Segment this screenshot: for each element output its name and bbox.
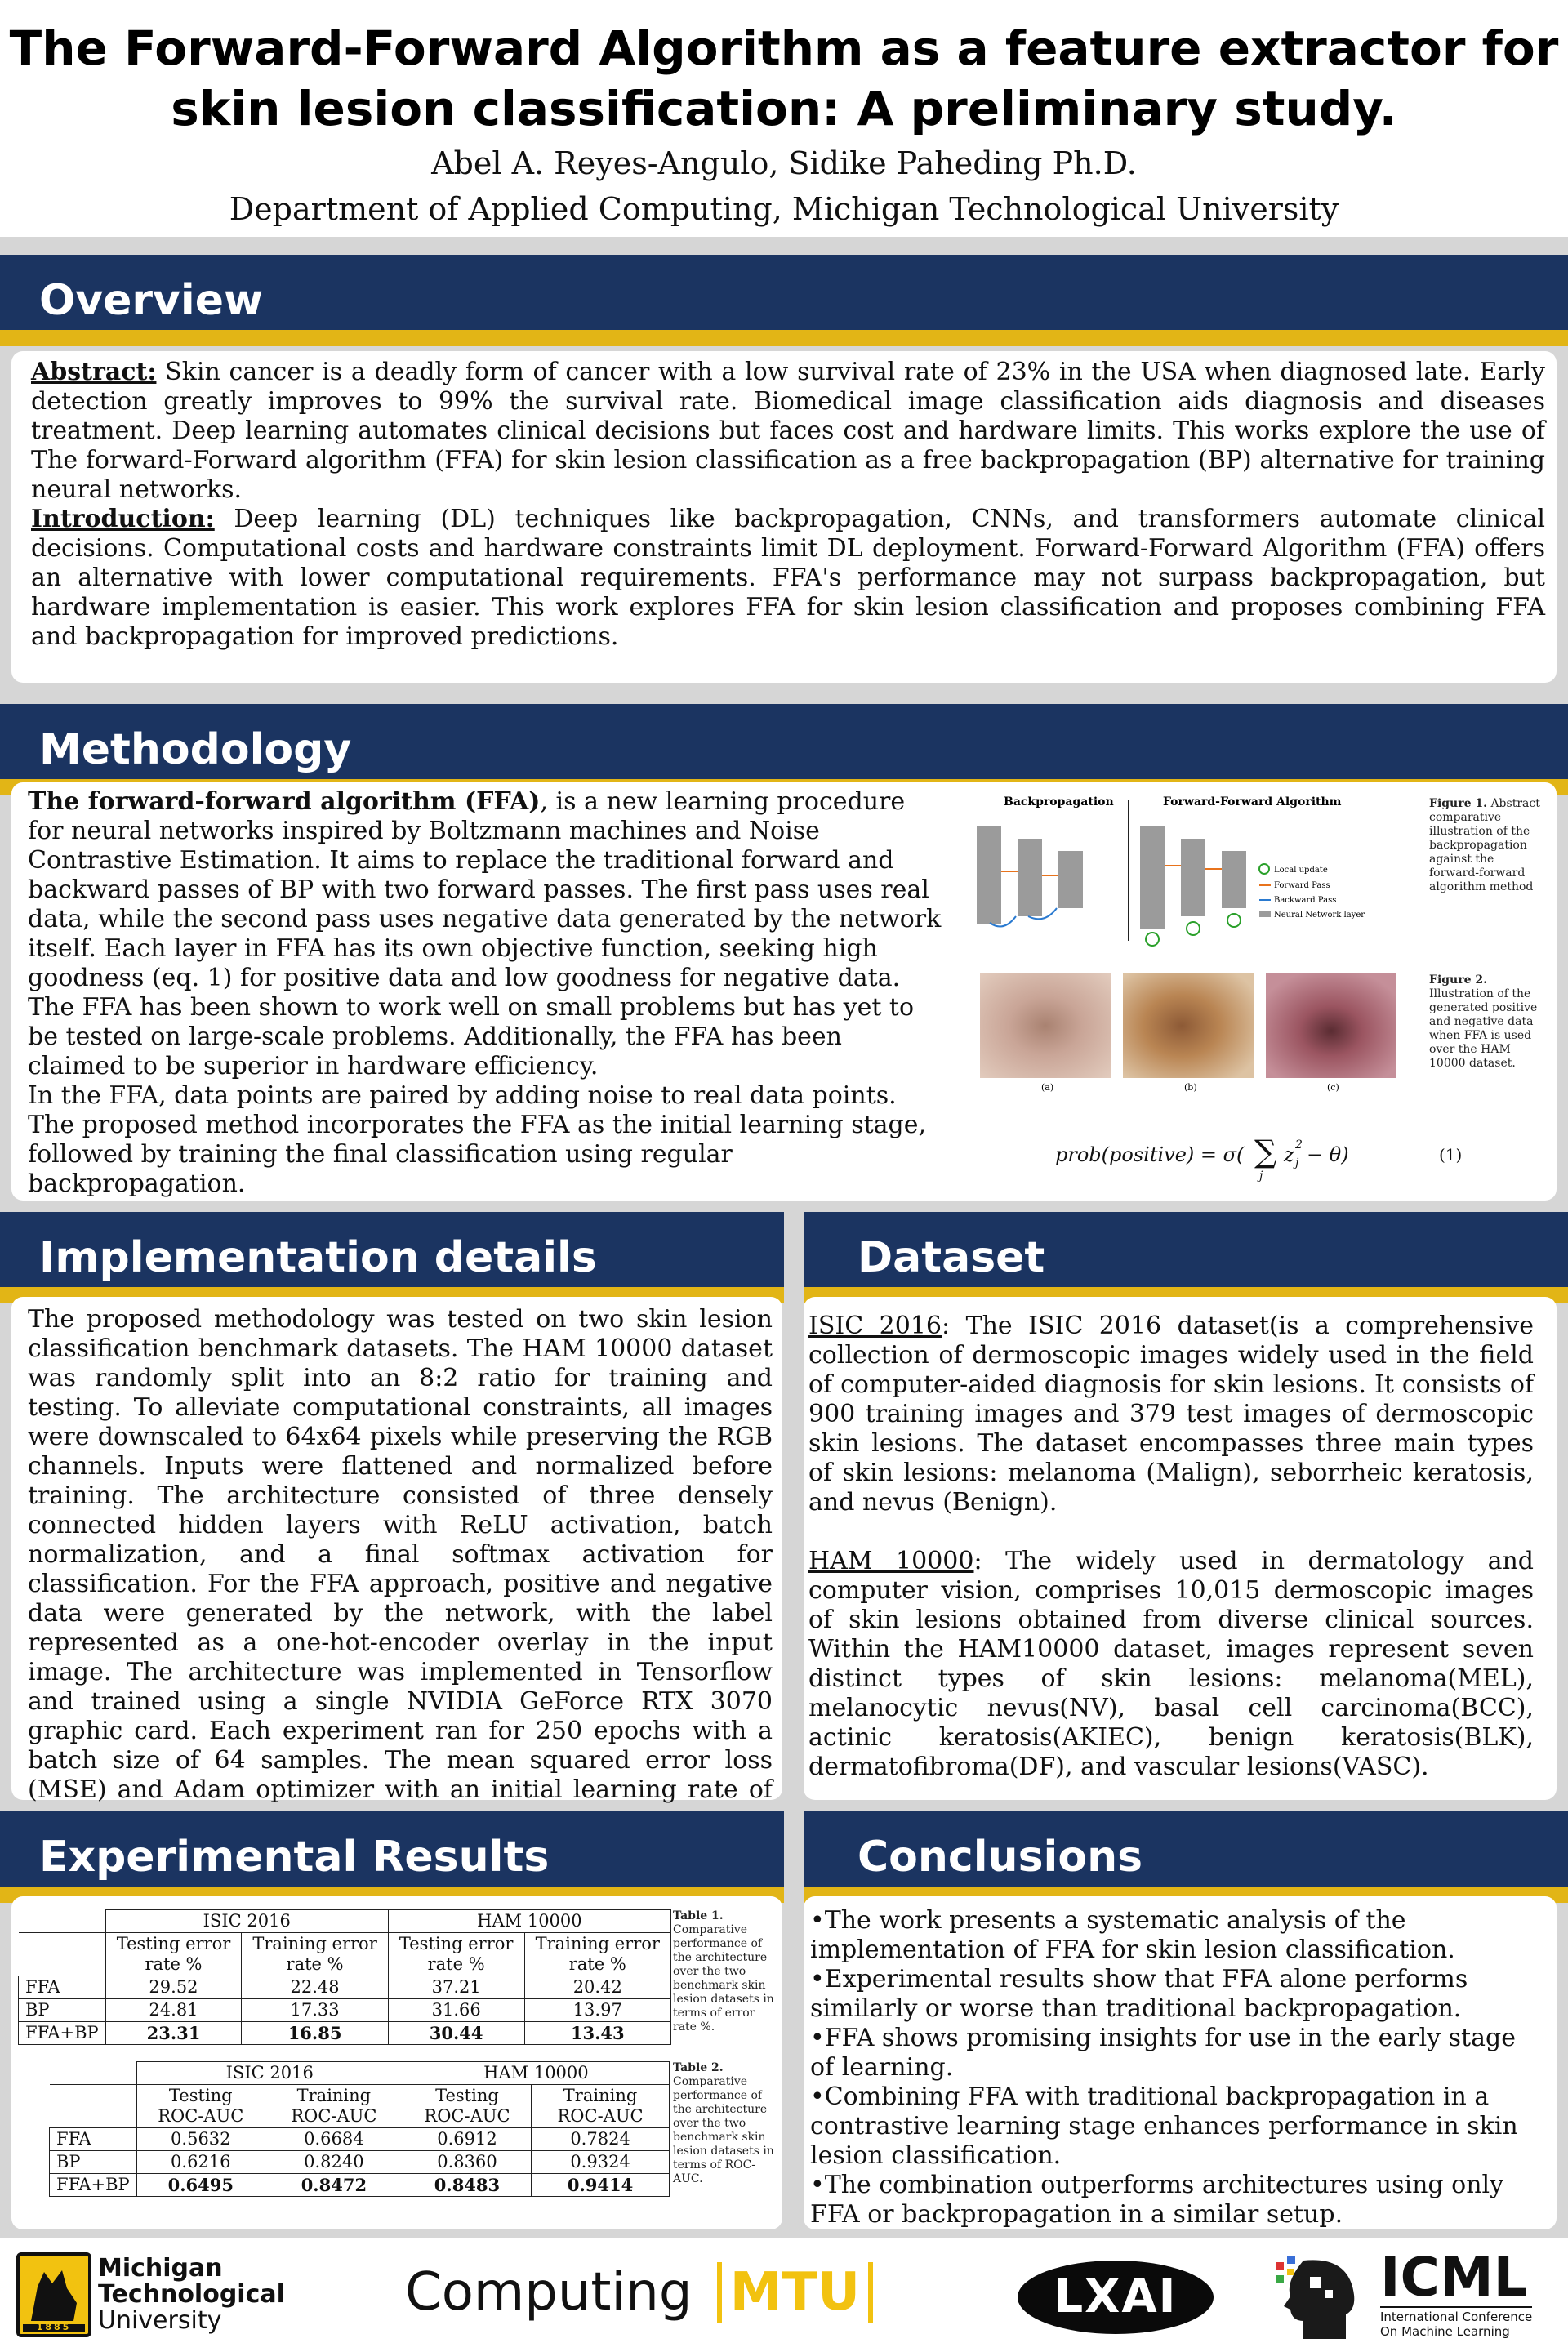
mtu-wordmark bbox=[98, 2256, 285, 2334]
table-cell: 0.7824 bbox=[532, 2128, 670, 2151]
table-cell: 16.85 bbox=[242, 2022, 388, 2045]
fig1-bp-title: Backpropagation bbox=[1004, 795, 1114, 808]
implementation-card bbox=[11, 1297, 782, 1804]
implementation-heading: Implementation details bbox=[39, 1233, 597, 1282]
table-row-label: FFA+BP bbox=[19, 2022, 106, 2045]
table-cell: 0.5632 bbox=[136, 2128, 265, 2151]
table-2-col-header: Training ROC-AUC bbox=[532, 2085, 670, 2128]
table-row bbox=[19, 1999, 671, 2022]
computing-mtu-logo bbox=[405, 2262, 873, 2323]
table-cell: 0.9414 bbox=[532, 2174, 670, 2197]
legend-local-update-icon bbox=[1259, 864, 1269, 874]
table-cell: 0.8360 bbox=[403, 2151, 531, 2174]
table-1-caption-label: Table 1. bbox=[673, 1909, 724, 1922]
table-cell: 0.8472 bbox=[265, 2174, 403, 2197]
table-cell: 24.81 bbox=[105, 1999, 242, 2022]
table-cell: 0.8483 bbox=[403, 2174, 531, 2197]
implementation-text: The proposed methodology was tested on two skin lesion classification benchmark datasets. The HAM 10000 dataset was randomly split into an 8:2 ratio for training and testing. To alleviate computational constraints, all images were downscaled to 64x64 pixels while preserving the RGB channels. Inputs were flattened and normalized before training. The architecture consisted of three densely connected hidden layers with ReLU activation, batch normalization, and a final softmax activation for classification. For the FFA approach, positive and negative data were generated by the network, with the label represented as a one-hot-encoder overlay in the input image. The architecture was implemented in Tensorflow and trained using a single NVIDIA GeForce RTX 3070 graphic card. Each experiment ran for 250 epochs with a batch size of 64 samples. The mean squared error loss (MSE) and Adam optimizer with an initial learning rate of bbox=[28, 1305, 773, 1804]
fig2-label-a: (a) bbox=[1041, 1082, 1054, 1092]
implementation-banner bbox=[0, 1212, 784, 1303]
mtu-line-2: Technological bbox=[98, 2280, 285, 2309]
figure-1-caption-label: Figure 1. bbox=[1429, 797, 1487, 810]
equation-sum: ∑ bbox=[1254, 1134, 1277, 1169]
dataset-banner bbox=[804, 1212, 1568, 1303]
table-row-label: BP bbox=[19, 1999, 106, 2022]
icml-title: ICML bbox=[1380, 2246, 1528, 2309]
table-cell: 31.66 bbox=[388, 1999, 524, 2022]
equation-term: z bbox=[1284, 1143, 1294, 1166]
table-1-caption bbox=[673, 1909, 777, 2034]
table-cell: 0.6912 bbox=[403, 2128, 531, 2151]
figure-2 bbox=[964, 973, 1405, 1092]
table-2-col-header: Testing ROC-AUC bbox=[403, 2085, 531, 2128]
icml-head-logo bbox=[1271, 2252, 1362, 2344]
computing-mtu-bracket: MTU bbox=[717, 2262, 873, 2323]
isic-label: ISIC 2016 bbox=[808, 1312, 942, 1340]
mtu-year: 1885 bbox=[36, 2322, 72, 2332]
table-2-caption-text: Comparative performance of the architecture over the two benchmark skin lesion datasets in terms of ROC-AUC. bbox=[673, 2075, 774, 2185]
table-cell: 22.48 bbox=[242, 1976, 388, 1999]
table-row-label: BP bbox=[50, 2151, 137, 2174]
table-2-group-row bbox=[50, 2062, 670, 2085]
ffa-lead: The forward-forward algorithm (FFA) bbox=[28, 787, 541, 816]
table-2-corner-2 bbox=[50, 2085, 137, 2128]
methodology-card bbox=[11, 782, 1557, 1200]
figure-2-images bbox=[964, 973, 1405, 1092]
list-item: •The combination outperforms architectures using only FFA or backpropagation in a similar setup. bbox=[810, 2171, 1504, 2229]
mtu-husky-logo bbox=[16, 2252, 91, 2337]
figure-1 bbox=[967, 794, 1424, 949]
equation-sum-index: j bbox=[1259, 1169, 1263, 1183]
table-row-label: FFA+BP bbox=[50, 2174, 137, 2197]
intro-text: Deep learning (DL) techniques like backpropagation, CNNs, and transformers automate clinical decisions. Computational costs and hardware constraints limit DL deployment. Forward-Forward Algorithm (FFA) offers an alternative with lower computational requirements. FFA's performance may not surpass backpropagation, but hardware implementation is easier. This work explores FFA for skin lesion classification and proposes combining FFA and backpropagation for improved predictions. bbox=[31, 505, 1545, 651]
icml-sub-1: International Conference bbox=[1380, 2306, 1532, 2324]
legend-backward-pass: Backward Pass bbox=[1274, 896, 1337, 905]
table-cell: 0.9324 bbox=[532, 2151, 670, 2174]
positive-sample-image bbox=[980, 973, 1111, 1078]
table-1-header-row bbox=[19, 1933, 671, 1976]
equation-rhs: − θ) bbox=[1307, 1143, 1349, 1166]
table-1-group-isic: ISIC 2016 bbox=[105, 1910, 388, 1933]
fig2-label-b: (b) bbox=[1184, 1082, 1197, 1092]
table-1-col-header: Training error rate % bbox=[242, 1933, 388, 1976]
table-1-col-header: Training error rate % bbox=[524, 1933, 671, 1976]
list-item: •Experimental results show that FFA alone performs similarly or worse than traditional backpropagation. bbox=[810, 1965, 1468, 2023]
poster-header bbox=[0, 0, 1568, 237]
dataset-heading: Dataset bbox=[858, 1233, 1045, 1282]
isic-text: : The ISIC 2016 dataset(is a comprehensive collection of dermoscopic images widely used in the field of computer-aided diagnosis for skin lesions. It consists of 900 training images and 379 test images of dermoscopic skin lesions. The dataset encompasses three main types of skin lesions: melanoma (Malign), seborrheic keratosis, and nevus (Benign). bbox=[808, 1312, 1534, 1517]
mtu-line-3: University bbox=[98, 2306, 222, 2335]
ffa-layer-3 bbox=[1222, 851, 1246, 908]
bp-layer-2 bbox=[1018, 839, 1042, 916]
equation-term-sup: 2 bbox=[1295, 1138, 1303, 1152]
table-row bbox=[19, 1976, 671, 1999]
table-cell: 0.6216 bbox=[136, 2151, 265, 2174]
intro-label: Introduction: bbox=[31, 505, 215, 533]
conclusions-card bbox=[804, 1896, 1557, 2230]
goodness-equation bbox=[1040, 1134, 1547, 1183]
table-2-header-row bbox=[50, 2085, 670, 2128]
logo-footer bbox=[0, 2238, 1568, 2352]
table-row-label: FFA bbox=[50, 2128, 137, 2151]
table-1-col-header: Testing error rate % bbox=[388, 1933, 524, 1976]
methodology-paragraph bbox=[28, 787, 942, 1081]
table-cell: 29.52 bbox=[105, 1976, 242, 1999]
table-1-corner bbox=[19, 1910, 106, 1933]
negative-sample-image-c bbox=[1266, 973, 1396, 1078]
fig1-ffa-title: Forward-Forward Algorithm bbox=[1163, 795, 1342, 808]
table-1-caption-text: Comparative performance of the architecture over the two benchmark skin lesion datasets in terms of error rate %. bbox=[673, 1923, 774, 2034]
table-2-col-header: Testing ROC-AUC bbox=[136, 2085, 265, 2128]
implementation-paragraph bbox=[28, 1305, 773, 1840]
conclusions-banner bbox=[804, 1811, 1568, 1903]
legend-layer-icon bbox=[1259, 911, 1271, 917]
bp-layer-1 bbox=[977, 826, 1001, 924]
computing-word: Computing bbox=[405, 2262, 693, 2323]
table-1-group-ham: HAM 10000 bbox=[388, 1910, 670, 1933]
ham-text: : The widely used in dermatology and computer vision, comprises 10,015 dermoscopic images of skin lesions obtained from diverse clinical sources. Within the HAM10000 dataset, images represent seven distinct types of skin lesions: melanoma(MEL), melanocytic nevus(NV), basal cell carcinoma(BCC), actinic keratosis(AKIEC), benign keratosis(BLK), dermatofibroma(DF), and vascular lesions(VASC). bbox=[808, 1547, 1534, 1781]
negative-sample-image-b bbox=[1123, 973, 1254, 1078]
results-heading: Experimental Results bbox=[39, 1833, 550, 1882]
list-item: •Combining FFA with traditional backpropagation in a contrastive learning stage enhances performance in skin lesion classification. bbox=[810, 2082, 1518, 2170]
table-cell: 37.21 bbox=[388, 1976, 524, 1999]
conclusions-heading: Conclusions bbox=[858, 1833, 1143, 1882]
table-cell: 30.44 bbox=[388, 2022, 524, 2045]
table-cell: 0.6684 bbox=[265, 2128, 403, 2151]
table-cell: 23.31 bbox=[105, 2022, 242, 2045]
table-cell: 0.8240 bbox=[265, 2151, 403, 2174]
intro-paragraph bbox=[31, 505, 1545, 652]
figure-1-caption bbox=[1429, 797, 1544, 894]
table-2-col-header: Training ROC-AUC bbox=[265, 2085, 403, 2128]
title-line-1: The Forward-Forward Algorithm as a feature extractor for bbox=[9, 20, 1559, 76]
title-line-2: skin lesion classification: A preliminary study. bbox=[171, 81, 1397, 136]
mtu-line-1: Michigan bbox=[98, 2254, 223, 2283]
icml-head-icon bbox=[1271, 2252, 1362, 2344]
table-1-group-row bbox=[19, 1910, 671, 1933]
legend-local-update: Local update bbox=[1274, 866, 1328, 875]
list-item: •FFA shows promising insights for use in the early stage of learning. bbox=[810, 2024, 1516, 2082]
icml-wordmark bbox=[1380, 2246, 1533, 2339]
ffa-layer-1 bbox=[1140, 826, 1165, 929]
authors: Abel A. Reyes-Angulo, Sidike Paheding Ph.D. bbox=[431, 145, 1137, 181]
table-row bbox=[50, 2151, 670, 2174]
table-2-corner bbox=[50, 2062, 137, 2085]
table-cell: 13.43 bbox=[524, 2022, 671, 2045]
table-2-caption-label: Table 2. bbox=[673, 2061, 724, 2074]
dataset-card bbox=[804, 1297, 1557, 1800]
table-row bbox=[50, 2174, 670, 2197]
methodology-text-1: , is a new learning procedure for neural networks inspired by Boltzmann machines and Noise Contrastive Estimation. It aims to replace the traditional forward and backward passes of BP with two forward passes. The first pass uses real data, while the second pass uses negative data generated by the network itself. Each layer in FFA has its own objective function, seeking high goodness (eq. 1) for positive data and low goodness for negative data. The FFA has been shown to work well on small problems but has yet to be tested on large-scale problems. Additionally, the FFA has been claimed to be superior in hardware efficiency. bbox=[28, 787, 942, 1080]
figure-1-diagram bbox=[967, 794, 1424, 949]
lxai-logo: LXAI bbox=[1018, 2261, 1214, 2334]
equation-number: (1) bbox=[1439, 1145, 1463, 1165]
results-banner bbox=[0, 1811, 784, 1903]
icml-sub-2: On Machine Learning bbox=[1380, 2324, 1510, 2339]
list-item: •The work presents a systematic analysis of the implementation of FFA for skin lesion classification. bbox=[810, 1906, 1455, 1964]
poster-title bbox=[0, 0, 1568, 139]
abstract-text: Skin cancer is a deadly form of cancer with a low survival rate of 23% in the USA when diagnosed late. Early detection greatly improves to 99% the survival rate. Biomedical image classification aids diagnosis and diseases treatment. Deep learning automates clinical decisions but faces cost and hardware limits. This works explore the use of The forward-Forward algorithm (FFA) for skin lesion classification as a free backpropagation (BP) alternative for training neural networks. bbox=[31, 358, 1545, 504]
methodology-paragraph-2 bbox=[28, 1081, 942, 1199]
table-2-caption bbox=[673, 2061, 777, 2186]
figure-2-caption bbox=[1429, 973, 1544, 1071]
table-2-roc-auc bbox=[49, 2061, 670, 2197]
equation-term-sub: j bbox=[1295, 1156, 1299, 1169]
ffa-local-update-3 bbox=[1227, 914, 1241, 927]
table-row bbox=[50, 2128, 670, 2151]
methodology-heading: Methodology bbox=[39, 725, 352, 774]
ffa-local-update-2 bbox=[1187, 922, 1200, 935]
bp-layer-3 bbox=[1058, 851, 1083, 908]
abstract-label: Abstract: bbox=[31, 358, 157, 386]
overview-card bbox=[11, 351, 1557, 683]
legend-nn-layer: Neural Network layer bbox=[1274, 911, 1365, 920]
department: Department of Applied Computing, Michigan Technological University bbox=[229, 191, 1339, 227]
figure-2-caption-text: Illustration of the generated positive and negative data when FFA is used over the HAM 10000 dataset. bbox=[1429, 987, 1538, 1070]
ffa-local-update-1 bbox=[1146, 933, 1159, 946]
table-1-col-header: Testing error rate % bbox=[105, 1933, 242, 1976]
ham-label: HAM 10000 bbox=[808, 1547, 974, 1575]
methodology-text-2: In the FFA, data points are paired by adding noise to real data points. The proposed method incorporates the FFA as the initial learning stage, followed by training the final classification using regular backpropagation. bbox=[28, 1081, 927, 1198]
figure-1-caption-text: Abstract comparative illustration of the backpropagation against the forward-forward algorithm method bbox=[1429, 797, 1540, 893]
table-1-corner-2 bbox=[19, 1933, 106, 1976]
ham-paragraph bbox=[808, 1547, 1534, 1782]
overview-heading: Overview bbox=[39, 276, 264, 325]
table-row-label: FFA bbox=[19, 1976, 106, 1999]
table-cell: 13.97 bbox=[524, 1999, 671, 2022]
abstract-paragraph bbox=[31, 358, 1545, 505]
table-1-error-rate bbox=[18, 1909, 671, 2045]
fig2-label-c: (c) bbox=[1327, 1082, 1339, 1092]
table-cell: 17.33 bbox=[242, 1999, 388, 2022]
table-cell: 0.6495 bbox=[136, 2174, 265, 2197]
isic-paragraph bbox=[808, 1312, 1534, 1517]
table-2-group-isic: ISIC 2016 bbox=[136, 2062, 403, 2085]
legend-forward-pass: Forward Pass bbox=[1274, 881, 1330, 890]
table-2-group-ham: HAM 10000 bbox=[403, 2062, 669, 2085]
conclusions-list bbox=[810, 1906, 1529, 2230]
equation-lhs: prob(positive) = σ( bbox=[1055, 1143, 1245, 1166]
table-row bbox=[19, 2022, 671, 2045]
table-cell: 20.42 bbox=[524, 1976, 671, 1999]
ffa-layer-2 bbox=[1181, 839, 1205, 916]
overview-banner bbox=[0, 255, 1568, 346]
results-card bbox=[11, 1896, 782, 2230]
figure-2-caption-label: Figure 2. bbox=[1429, 973, 1487, 987]
